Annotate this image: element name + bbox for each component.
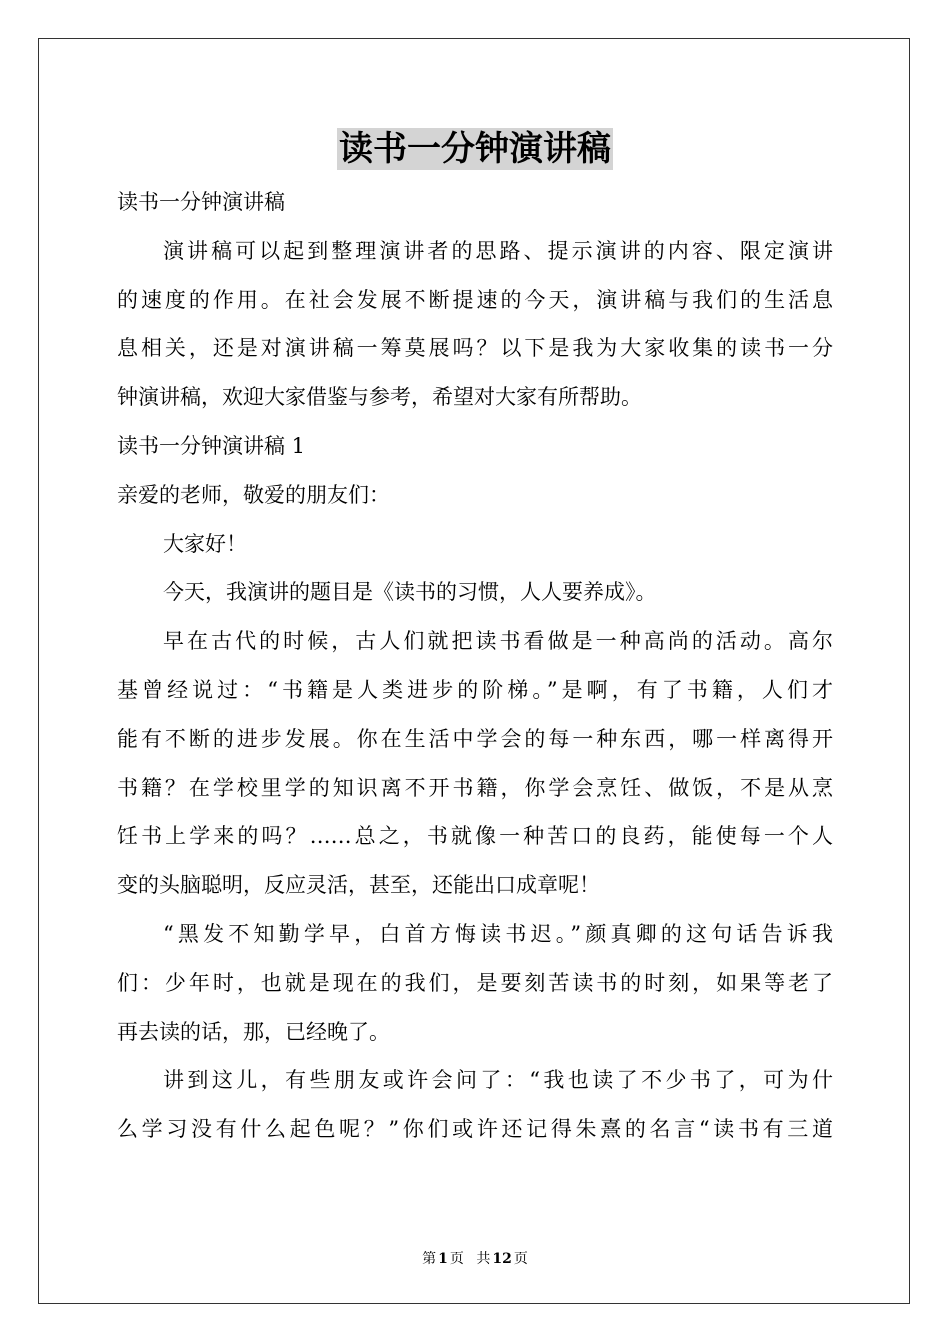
text-line: 息相关，还是对演讲稿一筹莫展吗？以下是我为大家收集的读书一分 [117,336,833,361]
text-line: 早在古代的时候，古人们就把读书看做是一种高尚的活动。高尔 [163,629,833,654]
title-container [0,128,950,170]
text-line: 今天，我演讲的题目是《读书的习惯，人人要养成》。 [163,580,657,605]
document-body [117,178,833,1154]
total-pages-indicator: 共 12 页 [476,1251,528,1267]
text-line: 么学习没有什么起色呢？”你们或许还记得朱熹的名言“读书有三道 [117,1117,833,1142]
text-line: 书籍？在学校里学的知识离不开书籍，你学会烹饪、做饭，不是从烹 [117,775,833,800]
text-line: 基曾经说过：“书籍是人类进步的阶梯。”是啊，有了书籍，人们才 [117,677,833,702]
text-line: 能有不断的进步发展。你在生活中学会的每一种东西，哪一样离得开 [117,726,833,751]
text-line: 亲爱的老师，敬爱的朋友们： [117,482,390,507]
text-line: 的速度的作用。在社会发展不断提速的今天，演讲稿与我们的生活息 [117,287,833,312]
page-footer [0,1248,950,1268]
text-line: 大家好！ [163,531,247,556]
page-indicator: 第 1 页 [422,1251,464,1267]
document-title: 读书一分钟演讲稿 [339,129,611,169]
text-line: 饪书上学来的吗？……总之，书就像一种苦口的良药，能使每一个人 [117,824,833,849]
text-line: 再去读的话，那，已经晚了。 [117,1019,390,1044]
text-line: 们：少年时，也就是现在的我们，是要刻苦读书的时刻，如果等老了 [117,970,833,995]
text-line: 读书一分钟演讲稿 1 [117,433,306,458]
text-line: 钟演讲稿，欢迎大家借鉴与参考，希望对大家有所帮助。 [117,385,642,410]
text-line: 读书一分钟演讲稿 [117,190,285,214]
text-line: “黑发不知勤学早，白首方悔读书迟。”颜真卿的这句话告诉我 [163,921,833,946]
text-line: 演讲稿可以起到整理演讲者的思路、提示演讲的内容、限定演讲 [163,238,833,263]
text-line: 变的头脑聪明，反应灵活，甚至，还能出口成章呢！ [117,873,600,898]
text-line: 讲到这儿，有些朋友或许会问了：“我也读了不少书了，可为什 [163,1068,833,1093]
